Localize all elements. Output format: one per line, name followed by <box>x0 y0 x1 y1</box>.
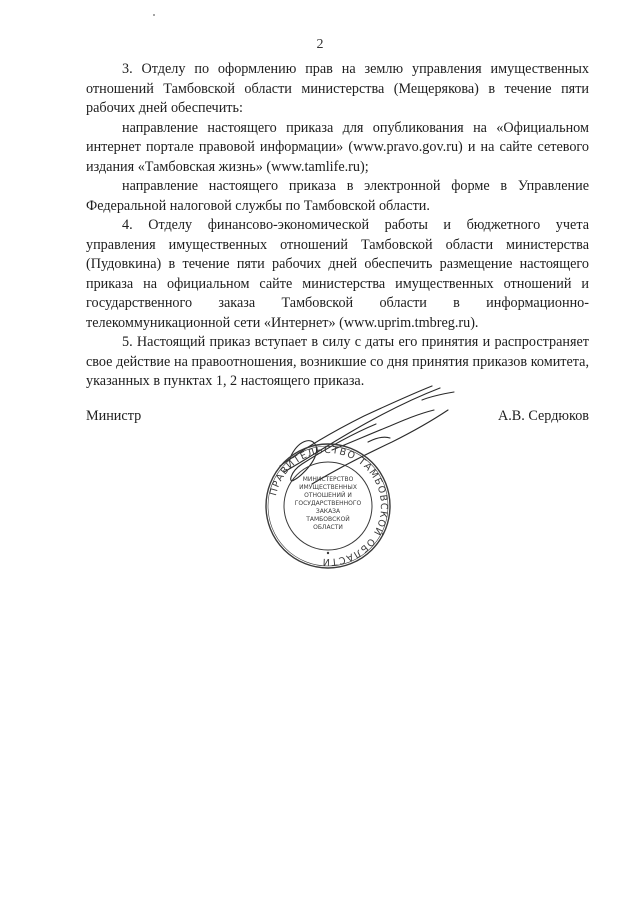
paragraph-3-item-tax: направление настоящего приказа в электронной форме в Управление Федеральной налоговой службы по Тамбовской области. <box>86 178 589 214</box>
document-body <box>86 60 589 392</box>
seal-star <box>327 552 329 554</box>
seal-line: ЗАКАЗА <box>315 508 341 515</box>
seal-line: ОБЛАСТИ <box>313 524 343 531</box>
paragraph-3-item-publish: направление настоящего приказа для опубликования на «Официальном интернет портале правовой информации» (www.pravo.gov.ru) и на сайте сетевого издания «Тамбовская жизнь» (www.tamlife.ru); <box>86 119 589 175</box>
seal-line: МИНИСТЕРСТВО <box>302 476 354 483</box>
seal-line: ИМУЩЕСТВЕННЫХ <box>299 484 357 491</box>
paragraph-4: 4. Отделу финансово-экономической работы и бюджетного учета управления имущественных отношений Тамбовской области министерства (Пудовкина) в течение пяти рабочих дней обеспечить размещение настоящего приказа на официальном сайте министерства имущественных отношений и государственного заказа Тамбовской области в информационно-телекоммуникационной сети «Интернет» (www.uprim.tmbreg.ru). <box>86 217 589 331</box>
seal-line: ТАМБОВСКОЙ <box>306 516 350 523</box>
paragraph-3: 3. Отделу по оформлению прав на землю управления имущественных отношений Тамбовской области министерства (Мещерякова) в течение пяти рабочих дней обеспечить: <box>86 61 589 116</box>
signatory-name: А.В. Сердюков <box>498 408 589 424</box>
paragraph-5: 5. Настоящий приказ вступает в силу с даты его принятия и распространяет свое действие на правоотношения, возникшие со дня принятия приказов комитета, указанных в пунктах 1, 2 настоящего приказа. <box>86 334 589 389</box>
official-seal <box>263 441 393 571</box>
seal-outer-text: ПРАВИТЕЛЬСТВО ТАМБОВСКОЙ ОБЛАСТИ <box>268 444 390 568</box>
scan-speck <box>153 14 155 16</box>
seal-line: ГОСУДАРСТВЕННОГО <box>294 500 362 507</box>
signatory-title: Министр <box>86 408 142 424</box>
seal-line: ОТНОШЕНИЙ И <box>304 492 352 499</box>
page-number: 2 <box>316 37 324 52</box>
